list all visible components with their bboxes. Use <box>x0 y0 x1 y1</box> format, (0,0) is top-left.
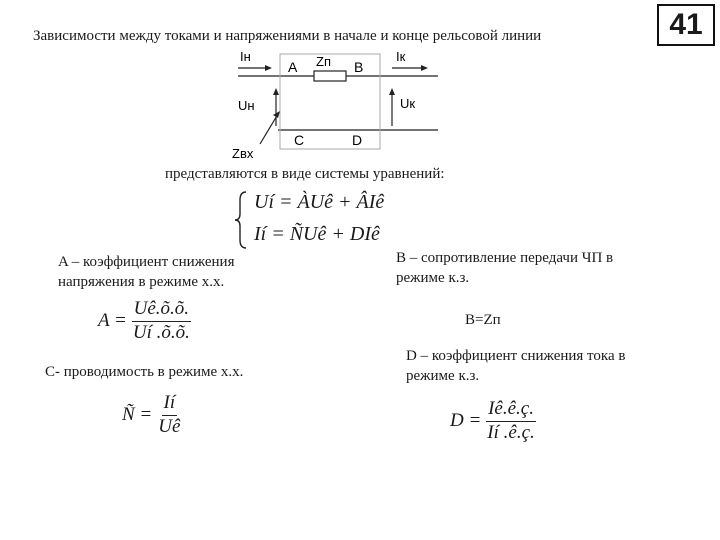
coef-a-numerator: Uê.õ.õ. <box>132 298 191 322</box>
coef-c-fraction <box>156 392 182 438</box>
system-intro: представляются в виде системы уравнений: <box>165 166 445 182</box>
coef-a-description: A – коэффициент снижения напряжения в режиме х.х. <box>58 254 235 290</box>
label-node-c: C <box>294 132 305 148</box>
coef-c-numerator: Ií <box>162 392 178 416</box>
coef-c-denominator: Uê <box>158 416 181 437</box>
coef-d-description: D – коэффициент снижения тока в режиме к.з. <box>406 348 626 384</box>
coef-c-lhs: Ñ = <box>122 404 153 425</box>
label-zp: Zп <box>316 54 331 69</box>
coef-a-formula <box>98 298 192 344</box>
system-brace <box>234 190 250 250</box>
coef-c-formula <box>122 392 182 438</box>
label-node-b: B <box>354 59 364 75</box>
coef-a-denominator: Uí .õ.õ. <box>132 322 190 343</box>
current-out-arrowhead <box>421 65 428 71</box>
label-z-in: Zвх <box>232 146 254 161</box>
voltage-start-arrowhead <box>273 88 279 95</box>
coef-d-formula <box>450 398 537 444</box>
label-u-end: Uк <box>400 96 416 111</box>
equation-2: Ií = ÑUê + DIê <box>254 223 380 245</box>
coef-a-fraction <box>131 298 192 344</box>
label-node-d: D <box>352 132 363 148</box>
page-number-badge: 41 <box>657 4 715 46</box>
coef-d-fraction <box>485 398 536 444</box>
coef-d-numerator: Iê.ê.ç. <box>486 398 536 422</box>
coef-a-lhs: A = <box>98 310 127 331</box>
coef-d-denominator: Ií .ê.ç. <box>487 422 535 443</box>
current-in-arrowhead <box>265 65 272 71</box>
page-title: Зависимости между токами и напряжениями в начале и конце рельсовой линии <box>33 28 542 44</box>
coef-d-lhs: D = <box>450 410 482 431</box>
equation-1: Uí = ÀUê + ÂIê <box>254 191 385 213</box>
label-node-a: A <box>288 59 298 75</box>
voltage-end-arrowhead <box>389 88 395 95</box>
coef-b-description: B – сопротивление передачи ЧП в режиме к.з. <box>396 250 614 286</box>
label-u-start: Uн <box>238 98 255 113</box>
coef-b-equality: B=Zп <box>465 312 501 328</box>
input-impedance-arrow <box>260 114 278 144</box>
label-i-end: Iк <box>396 49 406 64</box>
impedance-zp <box>314 71 346 81</box>
circuit-diagram <box>220 44 450 162</box>
coef-c-description: C- проводимость в режиме х.х. <box>45 364 244 380</box>
label-i-start: Iн <box>240 49 251 64</box>
